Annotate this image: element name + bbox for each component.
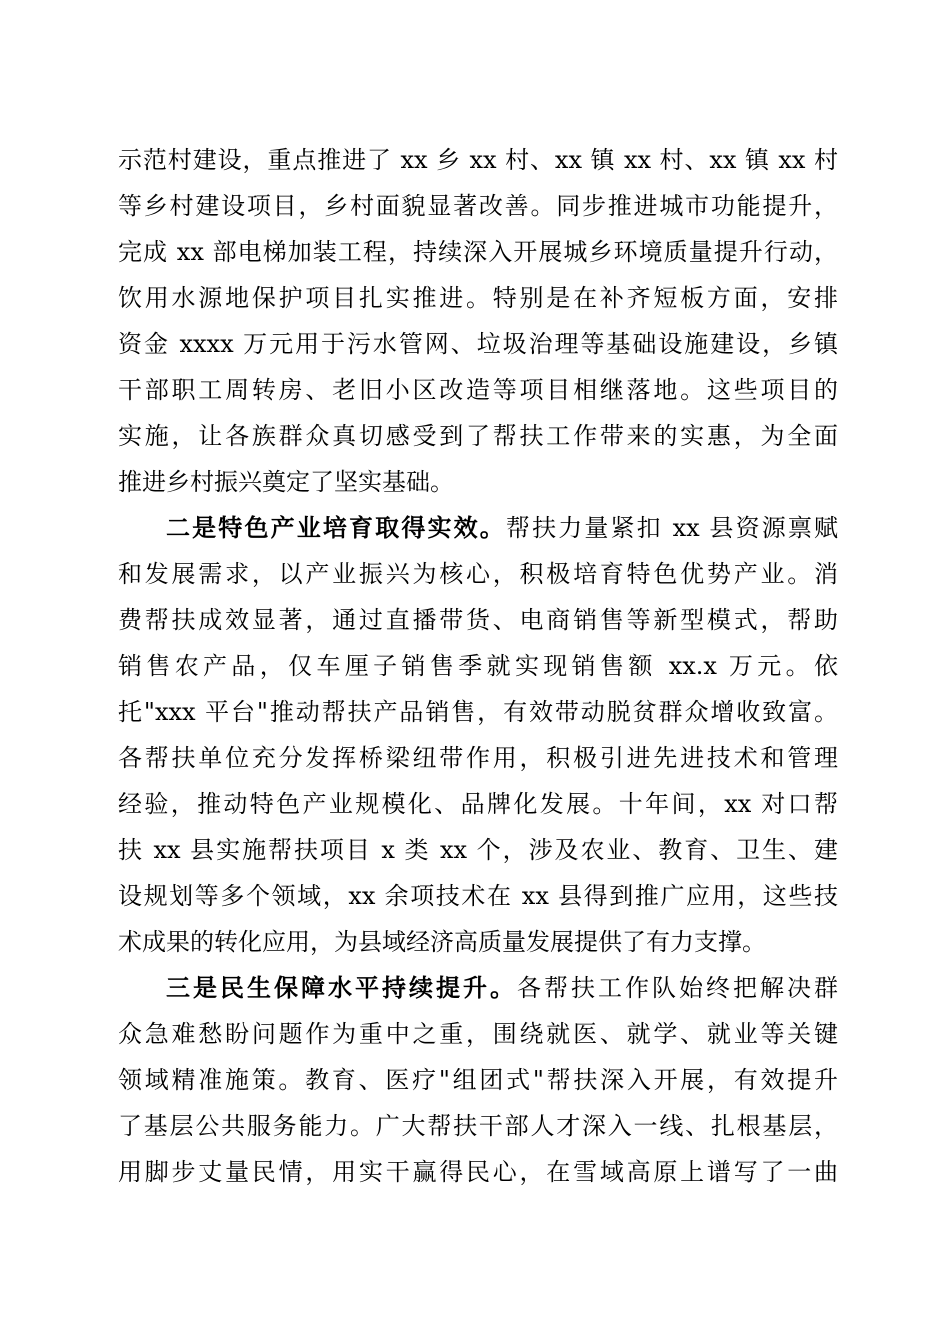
paragraph-3-line-4: 了基层公共服务能力。广大帮扶干部人才深入一线、扎根基层， [118, 1112, 838, 1140]
paragraph-1-line-7: 实施，让各族群众真切感受到了帮扶工作带来的实惠，为全面 [118, 422, 838, 450]
paragraph-1-line-8: 推进乡村振兴奠定了坚实基础。 [118, 468, 454, 496]
paragraph-2-line-10: 术成果的转化应用，为县域经济高质量发展提供了有力支撑。 [118, 928, 766, 956]
paragraph-2-line-2: 和发展需求，以产业振兴为核心，积极培育特色优势产业。消 [118, 560, 838, 588]
paragraph-1-line-1: 示范村建设，重点推进了 xx 乡 xx 村、xx 镇 xx 村、xx 镇 xx 村 [118, 146, 838, 174]
paragraph-2-line-5: 托"xxx 平台"推动帮扶产品销售，有效带动脱贫群众增收致富。 [118, 698, 838, 726]
paragraph-2-line-1-rest: 帮扶力量紧扣 xx 县资源禀赋 [505, 514, 839, 542]
paragraph-2-line-9: 设规划等多个领域，xx 余项技术在 xx 县得到推广应用，这些技 [118, 882, 838, 910]
paragraph-2-line-1 [166, 508, 838, 548]
paragraph-3-line-1 [166, 968, 838, 1008]
paragraph-2-line-7: 经验，推动特色产业规模化、品牌化发展。十年间，xx 对口帮 [118, 790, 838, 818]
paragraph-2-line-4: 销售农产品，仅车厘子销售季就实现销售额 xx.x 万元。依 [118, 652, 838, 680]
paragraph-1-line-2: 等乡村建设项目，乡村面貌显著改善。同步推进城市功能提升， [118, 192, 838, 220]
paragraph-3-line-5: 用脚步丈量民情，用实干赢得民心，在雪域高原上谱写了一曲 [118, 1158, 838, 1186]
paragraph-1-line-6: 干部职工周转房、老旧小区改造等项目相继落地。这些项目的 [118, 376, 838, 404]
paragraph-3-heading: 三是民生保障水平持续提升。 [166, 973, 517, 1002]
paragraph-1-line-5: 资金 xxxx 万元用于污水管网、垃圾治理等基础设施建设，乡镇 [118, 330, 838, 358]
paragraph-1-line-4: 饮用水源地保护项目扎实推进。特别是在补齐短板方面，安排 [118, 284, 838, 312]
paragraph-2-line-6: 各帮扶单位充分发挥桥梁纽带作用，积极引进先进技术和管理 [118, 744, 838, 772]
paragraph-2-heading: 二是特色产业培育取得实效。 [166, 513, 506, 542]
paragraph-1-line-3: 完成 xx 部电梯加装工程，持续深入开展城乡环境质量提升行动， [118, 238, 838, 266]
paragraph-3-line-2: 众急难愁盼问题作为重中之重，围绕就医、就学、就业等关键 [118, 1020, 838, 1048]
paragraph-2-line-8: 扶 xx 县实施帮扶项目 x 类 xx 个，涉及农业、教育、卫生、建 [118, 836, 838, 864]
paragraph-3-line-3: 领域精准施策。教育、医疗"组团式"帮扶深入开展，有效提升 [118, 1066, 838, 1094]
paragraph-3-line-1-rest: 各帮扶工作队始终把解决群 [517, 974, 838, 1002]
paragraph-2-line-3: 费帮扶成效显著，通过直播带货、电商销售等新型模式，帮助 [118, 606, 838, 634]
